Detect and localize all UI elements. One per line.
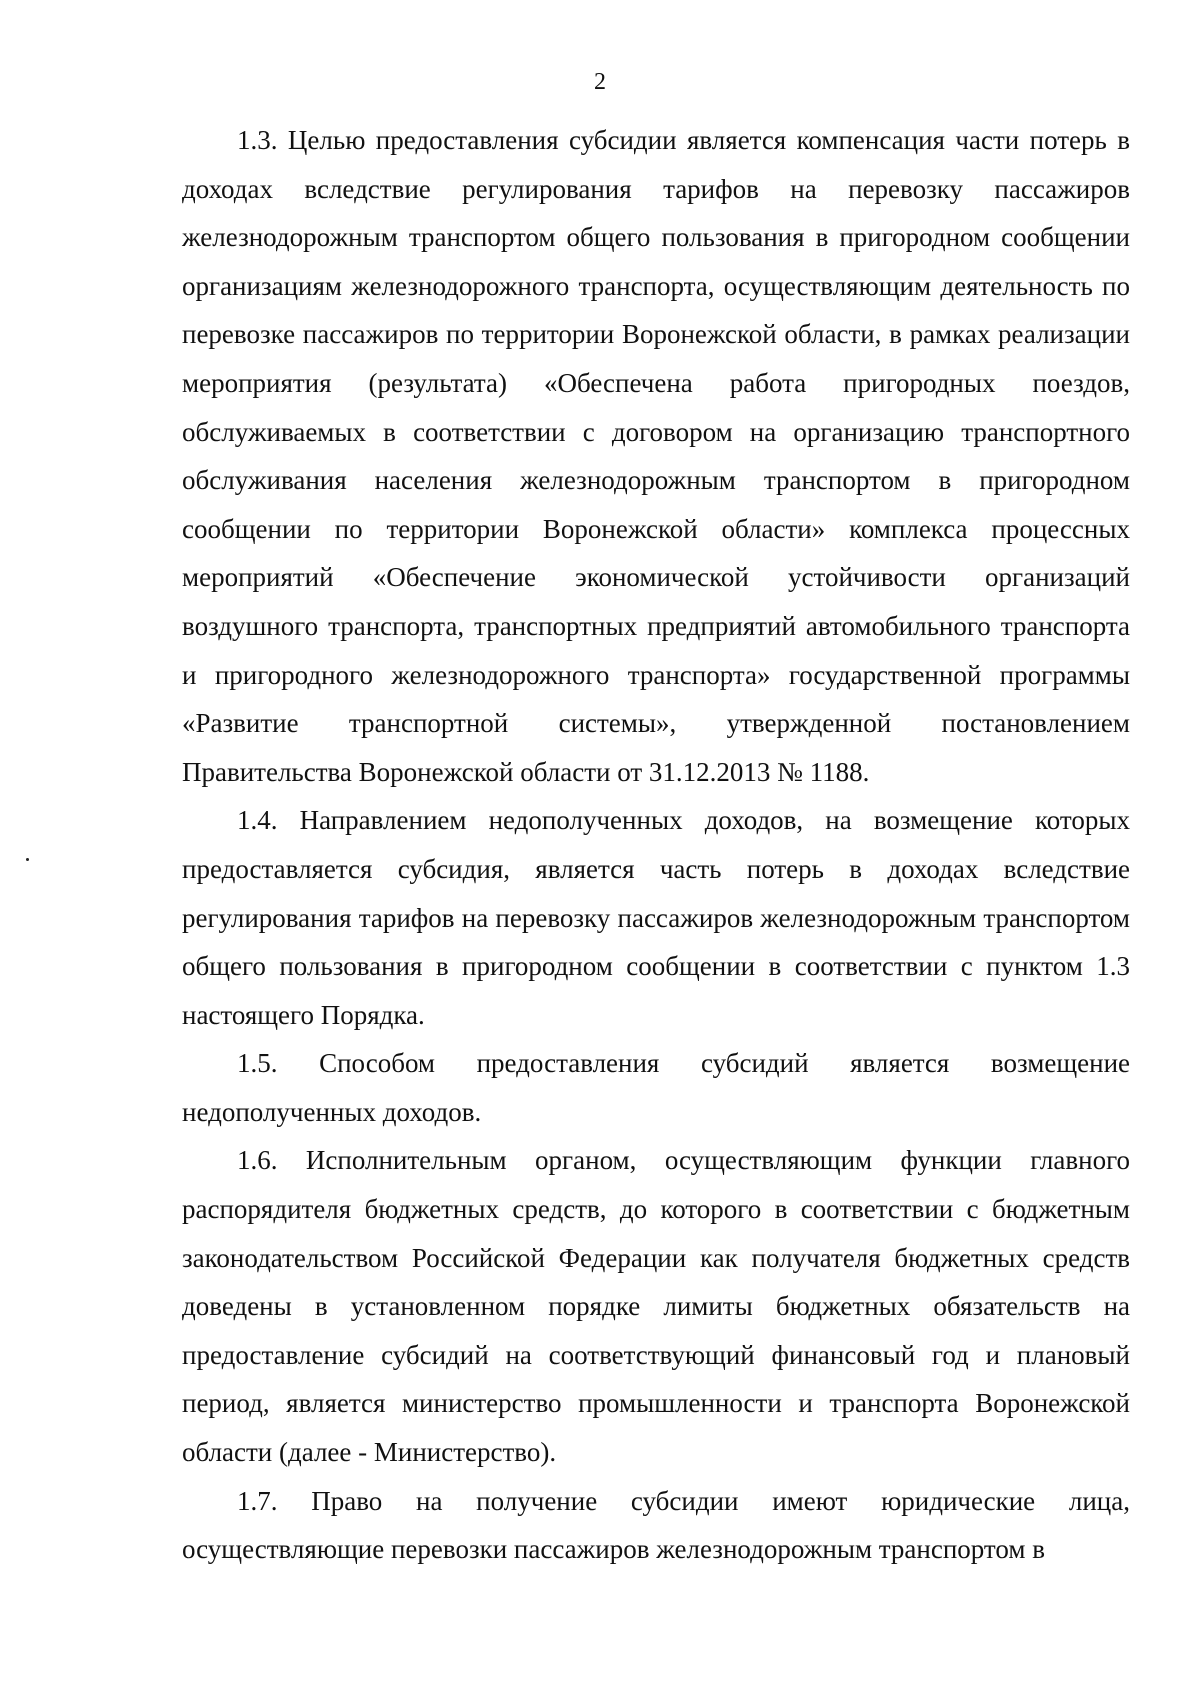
paragraph-1-5: 1.5. Способом предоставления субсидий является возмещение недополученных доходов.	[182, 1048, 1130, 1127]
scan-artifact-dot	[26, 858, 29, 861]
page-number: 2	[594, 69, 606, 95]
paragraph-1-7: 1.7. Право на получение субсидии имеют юридические лица, осуществляющие перевозки пассажиров железнодорожным транспортом в	[182, 1485, 1130, 1565]
paragraph-1-6: 1.6. Исполнительным органом, осуществляющим функции главного распорядителя бюджетных средств, до которого в соответствии с бюджетным законодательством Российской Федерации как получателя бюджетных средств доведены в установленном порядке лимиты бюджетных обязательств на предоставление субсидий на соответствующий финансовый год и плановый период, является министерство промышленности и транспорта Воронежской области (далее - Министерство).	[182, 1145, 1130, 1468]
paragraph-1-4: 1.4. Направлением недополученных доходов, на возмещение которых предоставляется субсидия, является часть потерь в доходах вследствие регулирования тарифов на перевозку пассажиров железнодорожным транспортом общего пользования в пригородном сообщении в соответствии с пунктом 1.3 настоящего Порядка.	[182, 805, 1130, 1030]
paragraph-1-3: 1.3. Целью предоставления субсидии является компенсация части потерь в доходах вследствие регулирования тарифов на перевозку пассажиров железнодорожным транспортом общего пользования в пригородном сообщении организациям железнодорожного транспорта, осуществляющим деятельность по перевозке пассажиров по территории Воронежской области, в рамках реализации мероприятия (результата) «Обеспечена работа пригородных поездов, обслуживаемых в соответствии с договором на организацию транспортного обслуживания населения железнодорожным транспортом в пригородном сообщении по территории Воронежской области» комплекса процессных мероприятий «Обеспечение экономической устойчивости организаций воздушного транспорта, транспортных предприятий автомобильного транспорта и пригородного железнодорожного транспорта» государственной программы «Развитие транспортной системы», утвержденной постановлением Правительства Воронежской области от 31.12.2013 № 1188.	[182, 125, 1130, 787]
document-body	[182, 116, 1130, 1574]
